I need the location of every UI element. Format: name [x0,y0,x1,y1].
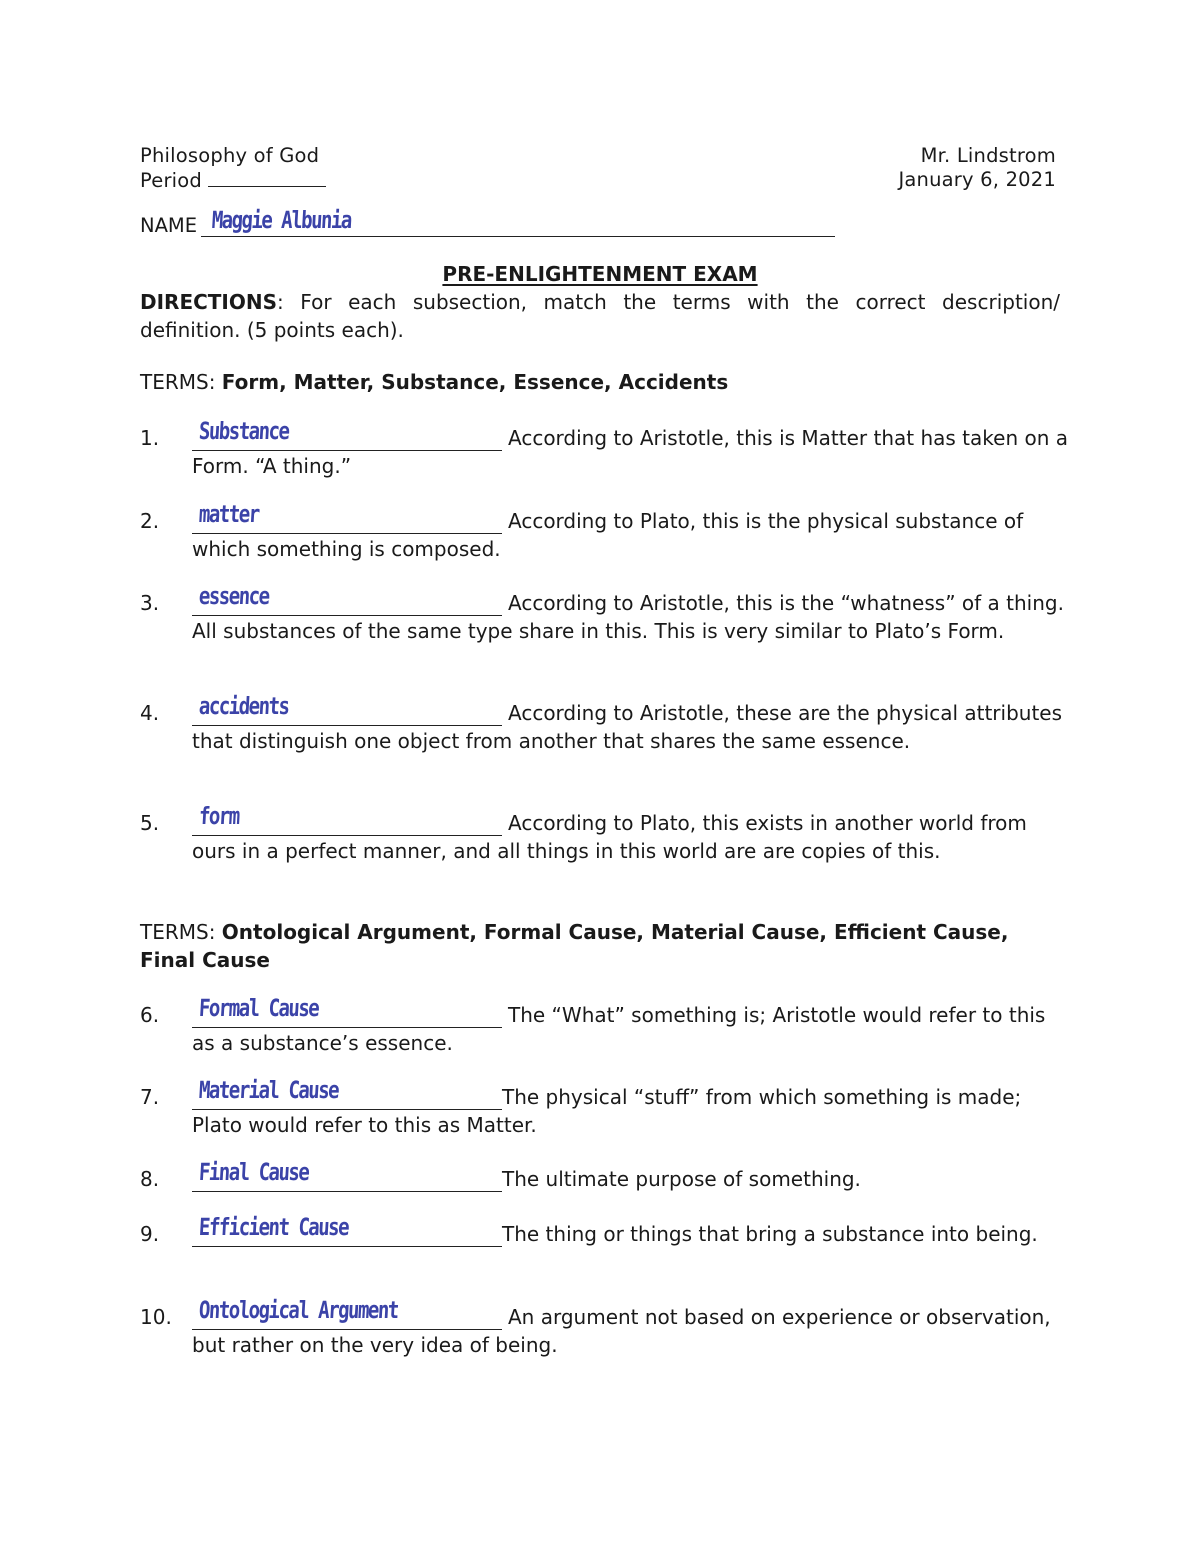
section2-terms [140,918,1060,974]
handwritten-answer: matter [198,500,260,529]
question-number: 10. [140,1305,172,1329]
period-label: Period [140,169,203,192]
period-row [140,168,326,193]
student-name-handwritten: Maggie Albunia [211,206,352,234]
name-label: NAME [140,214,198,237]
question-text: According to Aristotle, these are the physical attributes that distinguish one object from another that shares the same essence. [192,701,1063,753]
handwritten-answer: Final Cause [198,1158,310,1187]
handwritten-answer: Formal Cause [198,994,320,1023]
terms-list: Form, Matter, Substance, Essence, Accidents [221,370,729,394]
question-text: The physical “stuff” from which something is made; Plato would refer to this as Matter. [192,1085,1022,1137]
question-number: 7. [140,1085,160,1109]
exam-date: January 6, 2021 [898,168,1056,191]
section1-terms [140,368,1060,396]
course-name: Philosophy of God [140,144,320,167]
period-blank [208,168,326,187]
question-text: The thing or things that bring a substance into being. [502,1222,1038,1246]
question-number: 2. [140,509,160,533]
directions-text: : For each subsection, match the terms with the correct description/ definition. (5 points each). [140,290,1060,342]
handwritten-answer: essence [198,582,270,611]
handwritten-answer: Efficient Cause [198,1213,349,1242]
handwritten-answer: form [198,802,240,831]
terms-label: TERMS: [140,370,222,394]
question-text: According to Plato, this exists in another world from ours in a perfect manner, and all things in this world are are copies of this. [192,811,1027,863]
header-right [898,144,1056,192]
header-left [140,144,326,193]
question-number: 4. [140,701,160,725]
question-number: 9. [140,1222,160,1246]
handwritten-answer: Material Cause [198,1076,339,1105]
question-text: The ultimate purpose of something. [502,1167,861,1191]
directions [140,288,1060,344]
question-number: 6. [140,1003,160,1027]
exam-title: PRE-ENLIGHTENMENT EXAM [442,262,758,286]
question-number: 3. [140,591,160,615]
handwritten-answer: Ontological Argument [198,1296,399,1325]
name-row [140,206,835,237]
question-text: According to Plato, this is the physical substance of which something is composed. [192,509,1024,561]
terms-label: TERMS: [140,920,222,944]
handwritten-answer: Substance [198,417,290,446]
terms-list: Ontological Argument, Formal Cause, Material Cause, Efficient Cause, Final Cause [140,920,1009,972]
question-text: According to Aristotle, this is the “whatness” of a thing. All substances of the same type share in this. This is very similar to Plato’s Form. [192,591,1064,643]
question-text: An argument not based on experience or observation, but rather on the very idea of being. [192,1305,1051,1357]
question-number: 5. [140,811,160,835]
directions-label: DIRECTIONS [140,290,278,314]
question-number: 1. [140,426,160,450]
handwritten-answer: accidents [198,692,290,721]
name-blank [201,206,835,237]
teacher-name: Mr. Lindstrom [920,144,1056,167]
question-text: The “What” something is; Aristotle would refer to this as a substance’s essence. [192,1003,1046,1055]
question-text: According to Aristotle, this is Matter that has taken on a Form. “A thing.” [192,426,1068,478]
question-number: 8. [140,1167,160,1191]
